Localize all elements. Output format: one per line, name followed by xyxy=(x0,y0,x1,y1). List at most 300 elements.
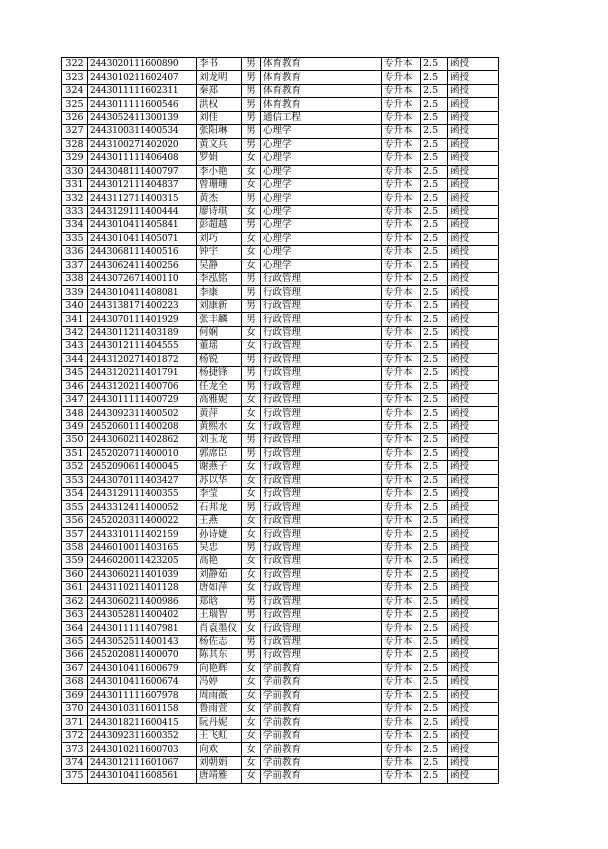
table-row xyxy=(62,595,499,608)
table-row xyxy=(62,273,499,286)
gender: 男 xyxy=(242,649,261,662)
student-id: 2452020811400070 xyxy=(88,649,197,662)
level: 专升本 xyxy=(382,259,421,272)
row-number: 347 xyxy=(62,393,88,406)
student-id: 2443068111400516 xyxy=(88,246,197,259)
gender: 女 xyxy=(242,729,261,742)
gender: 男 xyxy=(242,608,261,621)
major: 心理学 xyxy=(261,205,382,218)
years: 2.5 xyxy=(421,407,448,420)
years: 2.5 xyxy=(421,676,448,689)
table-row xyxy=(62,662,499,675)
student-name: 郑晗 xyxy=(197,595,242,608)
student-id: 2443052811400402 xyxy=(88,608,197,621)
student-id: 2443112711400315 xyxy=(88,192,197,205)
level: 专升本 xyxy=(382,649,421,662)
student-id: 2446020011423205 xyxy=(88,555,197,568)
student-id: 2452020711400010 xyxy=(88,447,197,460)
gender: 男 xyxy=(242,313,261,326)
student-name: 黄杰 xyxy=(197,192,242,205)
table-row xyxy=(62,649,499,662)
major: 行政管理 xyxy=(261,380,382,393)
student-roster-table xyxy=(61,57,499,784)
study-mode: 函授 xyxy=(448,286,499,299)
gender: 男 xyxy=(242,125,261,138)
student-id: 2443010311601158 xyxy=(88,703,197,716)
level: 专升本 xyxy=(382,514,421,527)
table-row xyxy=(62,125,499,138)
level: 专升本 xyxy=(382,488,421,501)
student-id: 2443011211403189 xyxy=(88,326,197,339)
gender: 女 xyxy=(242,488,261,501)
student-name: 黄萍 xyxy=(197,407,242,420)
study-mode: 函授 xyxy=(448,219,499,232)
student-id: 2443070111403427 xyxy=(88,474,197,487)
student-id: 2443011111400729 xyxy=(88,393,197,406)
table-row xyxy=(62,152,499,165)
study-mode: 函授 xyxy=(448,178,499,191)
student-name: 秦郑 xyxy=(197,84,242,97)
gender: 女 xyxy=(242,165,261,178)
student-id: 2443011111600546 xyxy=(88,98,197,111)
years: 2.5 xyxy=(421,420,448,433)
table-row xyxy=(62,555,499,568)
study-mode: 函授 xyxy=(448,595,499,608)
years: 2.5 xyxy=(421,635,448,648)
gender: 男 xyxy=(242,447,261,460)
gender: 男 xyxy=(242,219,261,232)
years: 2.5 xyxy=(421,662,448,675)
study-mode: 函授 xyxy=(448,273,499,286)
gender: 女 xyxy=(242,582,261,595)
study-mode: 函授 xyxy=(448,541,499,554)
gender: 男 xyxy=(242,380,261,393)
student-id: 2443092311400502 xyxy=(88,407,197,420)
gender: 男 xyxy=(242,111,261,124)
student-id: 2443010411600679 xyxy=(88,662,197,675)
major: 心理学 xyxy=(261,165,382,178)
study-mode: 函授 xyxy=(448,326,499,339)
row-number: 336 xyxy=(62,246,88,259)
level: 专升本 xyxy=(382,71,421,84)
major: 行政管理 xyxy=(261,595,382,608)
major: 行政管理 xyxy=(261,568,382,581)
major: 行政管理 xyxy=(261,353,382,366)
years: 2.5 xyxy=(421,246,448,259)
student-id: 2443052411300139 xyxy=(88,111,197,124)
student-id: 2443138171400223 xyxy=(88,299,197,312)
major: 行政管理 xyxy=(261,608,382,621)
table-row xyxy=(62,111,499,124)
study-mode: 函授 xyxy=(448,353,499,366)
study-mode: 函授 xyxy=(448,367,499,380)
major: 学前教育 xyxy=(261,716,382,729)
student-name: 王飞虹 xyxy=(197,729,242,742)
row-number: 341 xyxy=(62,313,88,326)
student-name: 张阳琳 xyxy=(197,125,242,138)
gender: 男 xyxy=(242,367,261,380)
table-row xyxy=(62,286,499,299)
gender: 女 xyxy=(242,743,261,756)
years: 2.5 xyxy=(421,98,448,111)
years: 2.5 xyxy=(421,608,448,621)
row-number: 368 xyxy=(62,676,88,689)
student-name: 洪权 xyxy=(197,98,242,111)
student-name: 王瑞智 xyxy=(197,608,242,621)
table-row xyxy=(62,407,499,420)
row-number: 333 xyxy=(62,205,88,218)
gender: 女 xyxy=(242,205,261,218)
student-name: 董瑶 xyxy=(197,340,242,353)
years: 2.5 xyxy=(421,299,448,312)
gender: 女 xyxy=(242,340,261,353)
study-mode: 函授 xyxy=(448,84,499,97)
major: 体育教育 xyxy=(261,58,382,71)
gender: 女 xyxy=(242,676,261,689)
study-mode: 函授 xyxy=(448,608,499,621)
student-id: 2443052511400143 xyxy=(88,635,197,648)
major: 学前教育 xyxy=(261,743,382,756)
level: 专升本 xyxy=(382,393,421,406)
student-id: 2443060211400986 xyxy=(88,595,197,608)
student-id: 2443100311400534 xyxy=(88,125,197,138)
gender: 女 xyxy=(242,178,261,191)
table-row xyxy=(62,488,499,501)
level: 专升本 xyxy=(382,474,421,487)
study-mode: 函授 xyxy=(448,568,499,581)
gender: 男 xyxy=(242,192,261,205)
student-id: 2443012111404555 xyxy=(88,340,197,353)
student-name: 肖袁墨仪 xyxy=(197,622,242,635)
student-id: 2443120211401791 xyxy=(88,367,197,380)
study-mode: 函授 xyxy=(448,340,499,353)
student-id: 2443129111400444 xyxy=(88,205,197,218)
level: 专升本 xyxy=(382,407,421,420)
level: 专升本 xyxy=(382,703,421,716)
level: 专升本 xyxy=(382,205,421,218)
row-number: 352 xyxy=(62,461,88,474)
row-number: 340 xyxy=(62,299,88,312)
years: 2.5 xyxy=(421,716,448,729)
major: 行政管理 xyxy=(261,461,382,474)
gender: 男 xyxy=(242,138,261,151)
study-mode: 函授 xyxy=(448,555,499,568)
years: 2.5 xyxy=(421,447,448,460)
student-id: 2443312411400052 xyxy=(88,501,197,514)
student-name: 李书 xyxy=(197,58,242,71)
study-mode: 函授 xyxy=(448,420,499,433)
table-row xyxy=(62,743,499,756)
major: 行政管理 xyxy=(261,434,382,447)
years: 2.5 xyxy=(421,152,448,165)
level: 专升本 xyxy=(382,568,421,581)
student-name: 李莹 xyxy=(197,488,242,501)
study-mode: 函授 xyxy=(448,743,499,756)
table-row xyxy=(62,434,499,447)
years: 2.5 xyxy=(421,138,448,151)
years: 2.5 xyxy=(421,71,448,84)
years: 2.5 xyxy=(421,514,448,527)
gender: 男 xyxy=(242,299,261,312)
row-number: 358 xyxy=(62,541,88,554)
student-name: 曾珊珊 xyxy=(197,178,242,191)
study-mode: 函授 xyxy=(448,165,499,178)
major: 学前教育 xyxy=(261,703,382,716)
student-name: 刘龙明 xyxy=(197,71,242,84)
student-id: 2452020311400022 xyxy=(88,514,197,527)
student-id: 2443100271402020 xyxy=(88,138,197,151)
level: 专升本 xyxy=(382,299,421,312)
years: 2.5 xyxy=(421,259,448,272)
row-number: 326 xyxy=(62,111,88,124)
row-number: 339 xyxy=(62,286,88,299)
table-row xyxy=(62,420,499,433)
years: 2.5 xyxy=(421,729,448,742)
years: 2.5 xyxy=(421,340,448,353)
study-mode: 函授 xyxy=(448,756,499,769)
gender: 男 xyxy=(242,273,261,286)
table-row xyxy=(62,205,499,218)
major: 心理学 xyxy=(261,192,382,205)
level: 专升本 xyxy=(382,541,421,554)
major: 心理学 xyxy=(261,259,382,272)
years: 2.5 xyxy=(421,582,448,595)
study-mode: 函授 xyxy=(448,528,499,541)
level: 专升本 xyxy=(382,582,421,595)
study-mode: 函授 xyxy=(448,138,499,151)
row-number: 325 xyxy=(62,98,88,111)
level: 专升本 xyxy=(382,447,421,460)
student-name: 钟宇 xyxy=(197,246,242,259)
major: 通信工程 xyxy=(261,111,382,124)
table-row xyxy=(62,393,499,406)
student-id: 2443010411408081 xyxy=(88,286,197,299)
years: 2.5 xyxy=(421,165,448,178)
level: 专升本 xyxy=(382,273,421,286)
student-name: 黄熙水 xyxy=(197,420,242,433)
level: 专升本 xyxy=(382,420,421,433)
level: 专升本 xyxy=(382,353,421,366)
major: 行政管理 xyxy=(261,635,382,648)
gender: 女 xyxy=(242,420,261,433)
major: 心理学 xyxy=(261,232,382,245)
student-name: 廖诗琪 xyxy=(197,205,242,218)
major: 心理学 xyxy=(261,246,382,259)
study-mode: 函授 xyxy=(448,474,499,487)
level: 专升本 xyxy=(382,689,421,702)
level: 专升本 xyxy=(382,635,421,648)
student-id: 2446010011403165 xyxy=(88,541,197,554)
student-name: 吴静 xyxy=(197,259,242,272)
major: 行政管理 xyxy=(261,326,382,339)
table-row xyxy=(62,622,499,635)
study-mode: 函授 xyxy=(448,729,499,742)
student-name: 杨锐 xyxy=(197,353,242,366)
row-number: 328 xyxy=(62,138,88,151)
gender: 女 xyxy=(242,474,261,487)
gender: 女 xyxy=(242,622,261,635)
study-mode: 函授 xyxy=(448,246,499,259)
years: 2.5 xyxy=(421,273,448,286)
gender: 女 xyxy=(242,514,261,527)
row-number: 330 xyxy=(62,165,88,178)
row-number: 361 xyxy=(62,582,88,595)
student-name: 高艳 xyxy=(197,555,242,568)
years: 2.5 xyxy=(421,192,448,205)
table-row xyxy=(62,474,499,487)
level: 专升本 xyxy=(382,340,421,353)
row-number: 375 xyxy=(62,770,88,783)
gender: 男 xyxy=(242,71,261,84)
years: 2.5 xyxy=(421,367,448,380)
row-number: 366 xyxy=(62,649,88,662)
major: 行政管理 xyxy=(261,528,382,541)
row-number: 322 xyxy=(62,58,88,71)
row-number: 343 xyxy=(62,340,88,353)
study-mode: 函授 xyxy=(448,689,499,702)
years: 2.5 xyxy=(421,205,448,218)
level: 专升本 xyxy=(382,367,421,380)
student-name: 杨捷锋 xyxy=(197,367,242,380)
major: 行政管理 xyxy=(261,286,382,299)
major: 行政管理 xyxy=(261,447,382,460)
major: 心理学 xyxy=(261,138,382,151)
study-mode: 函授 xyxy=(448,676,499,689)
study-mode: 函授 xyxy=(448,434,499,447)
level: 专升本 xyxy=(382,434,421,447)
years: 2.5 xyxy=(421,232,448,245)
major: 学前教育 xyxy=(261,662,382,675)
table-row xyxy=(62,313,499,326)
table-row xyxy=(62,367,499,380)
study-mode: 函授 xyxy=(448,111,499,124)
level: 专升本 xyxy=(382,165,421,178)
major: 行政管理 xyxy=(261,501,382,514)
gender: 男 xyxy=(242,98,261,111)
row-number: 344 xyxy=(62,353,88,366)
major: 行政管理 xyxy=(261,649,382,662)
years: 2.5 xyxy=(421,770,448,783)
student-name: 刘静茹 xyxy=(197,568,242,581)
table-row xyxy=(62,58,499,71)
table-row xyxy=(62,635,499,648)
gender: 女 xyxy=(242,568,261,581)
student-name: 李康 xyxy=(197,286,242,299)
row-number: 329 xyxy=(62,152,88,165)
study-mode: 函授 xyxy=(448,393,499,406)
level: 专升本 xyxy=(382,595,421,608)
student-name: 唐如萍 xyxy=(197,582,242,595)
row-number: 331 xyxy=(62,178,88,191)
major: 心理学 xyxy=(261,125,382,138)
major: 行政管理 xyxy=(261,367,382,380)
table-row xyxy=(62,676,499,689)
years: 2.5 xyxy=(421,219,448,232)
row-number: 371 xyxy=(62,716,88,729)
study-mode: 函授 xyxy=(448,407,499,420)
years: 2.5 xyxy=(421,286,448,299)
study-mode: 函授 xyxy=(448,152,499,165)
student-id: 2443010411608561 xyxy=(88,770,197,783)
level: 专升本 xyxy=(382,111,421,124)
table-row xyxy=(62,770,499,783)
gender: 男 xyxy=(242,501,261,514)
table-row xyxy=(62,447,499,460)
student-name: 杨佐志 xyxy=(197,635,242,648)
gender: 女 xyxy=(242,326,261,339)
student-id: 2443010411600674 xyxy=(88,676,197,689)
student-name: 黄文兵 xyxy=(197,138,242,151)
major: 心理学 xyxy=(261,178,382,191)
gender: 男 xyxy=(242,353,261,366)
row-number: 365 xyxy=(62,635,88,648)
student-name: 阮丹妮 xyxy=(197,716,242,729)
years: 2.5 xyxy=(421,703,448,716)
table-row xyxy=(62,716,499,729)
table-row xyxy=(62,192,499,205)
student-id: 2443010211602407 xyxy=(88,71,197,84)
study-mode: 函授 xyxy=(448,299,499,312)
years: 2.5 xyxy=(421,434,448,447)
row-number: 335 xyxy=(62,232,88,245)
major: 学前教育 xyxy=(261,689,382,702)
student-name: 吴忠 xyxy=(197,541,242,554)
level: 专升本 xyxy=(382,501,421,514)
student-name: 石邦龙 xyxy=(197,501,242,514)
student-name: 刘巧 xyxy=(197,232,242,245)
major: 学前教育 xyxy=(261,756,382,769)
table-row xyxy=(62,98,499,111)
table-row xyxy=(62,71,499,84)
level: 专升本 xyxy=(382,138,421,151)
years: 2.5 xyxy=(421,313,448,326)
student-id: 2443062411400256 xyxy=(88,259,197,272)
study-mode: 函授 xyxy=(448,662,499,675)
gender: 女 xyxy=(242,232,261,245)
table-row xyxy=(62,138,499,151)
roster-body xyxy=(62,58,499,784)
student-id: 2443048111400797 xyxy=(88,165,197,178)
student-name: 谢燕子 xyxy=(197,461,242,474)
row-number: 362 xyxy=(62,595,88,608)
level: 专升本 xyxy=(382,178,421,191)
student-id: 2443011111407981 xyxy=(88,622,197,635)
study-mode: 函授 xyxy=(448,514,499,527)
level: 专升本 xyxy=(382,528,421,541)
table-row xyxy=(62,259,499,272)
years: 2.5 xyxy=(421,488,448,501)
student-id: 2443070111401929 xyxy=(88,313,197,326)
student-name: 何娴 xyxy=(197,326,242,339)
major: 体育教育 xyxy=(261,84,382,97)
row-number: 360 xyxy=(62,568,88,581)
table-row xyxy=(62,219,499,232)
study-mode: 函授 xyxy=(448,313,499,326)
student-name: 陈其东 xyxy=(197,649,242,662)
gender: 女 xyxy=(242,259,261,272)
student-name: 鲁雨萱 xyxy=(197,703,242,716)
study-mode: 函授 xyxy=(448,205,499,218)
study-mode: 函授 xyxy=(448,461,499,474)
major: 学前教育 xyxy=(261,676,382,689)
gender: 女 xyxy=(242,716,261,729)
row-number: 356 xyxy=(62,514,88,527)
row-number: 363 xyxy=(62,608,88,621)
row-number: 372 xyxy=(62,729,88,742)
gender: 男 xyxy=(242,541,261,554)
level: 专升本 xyxy=(382,608,421,621)
student-name: 任龙全 xyxy=(197,380,242,393)
